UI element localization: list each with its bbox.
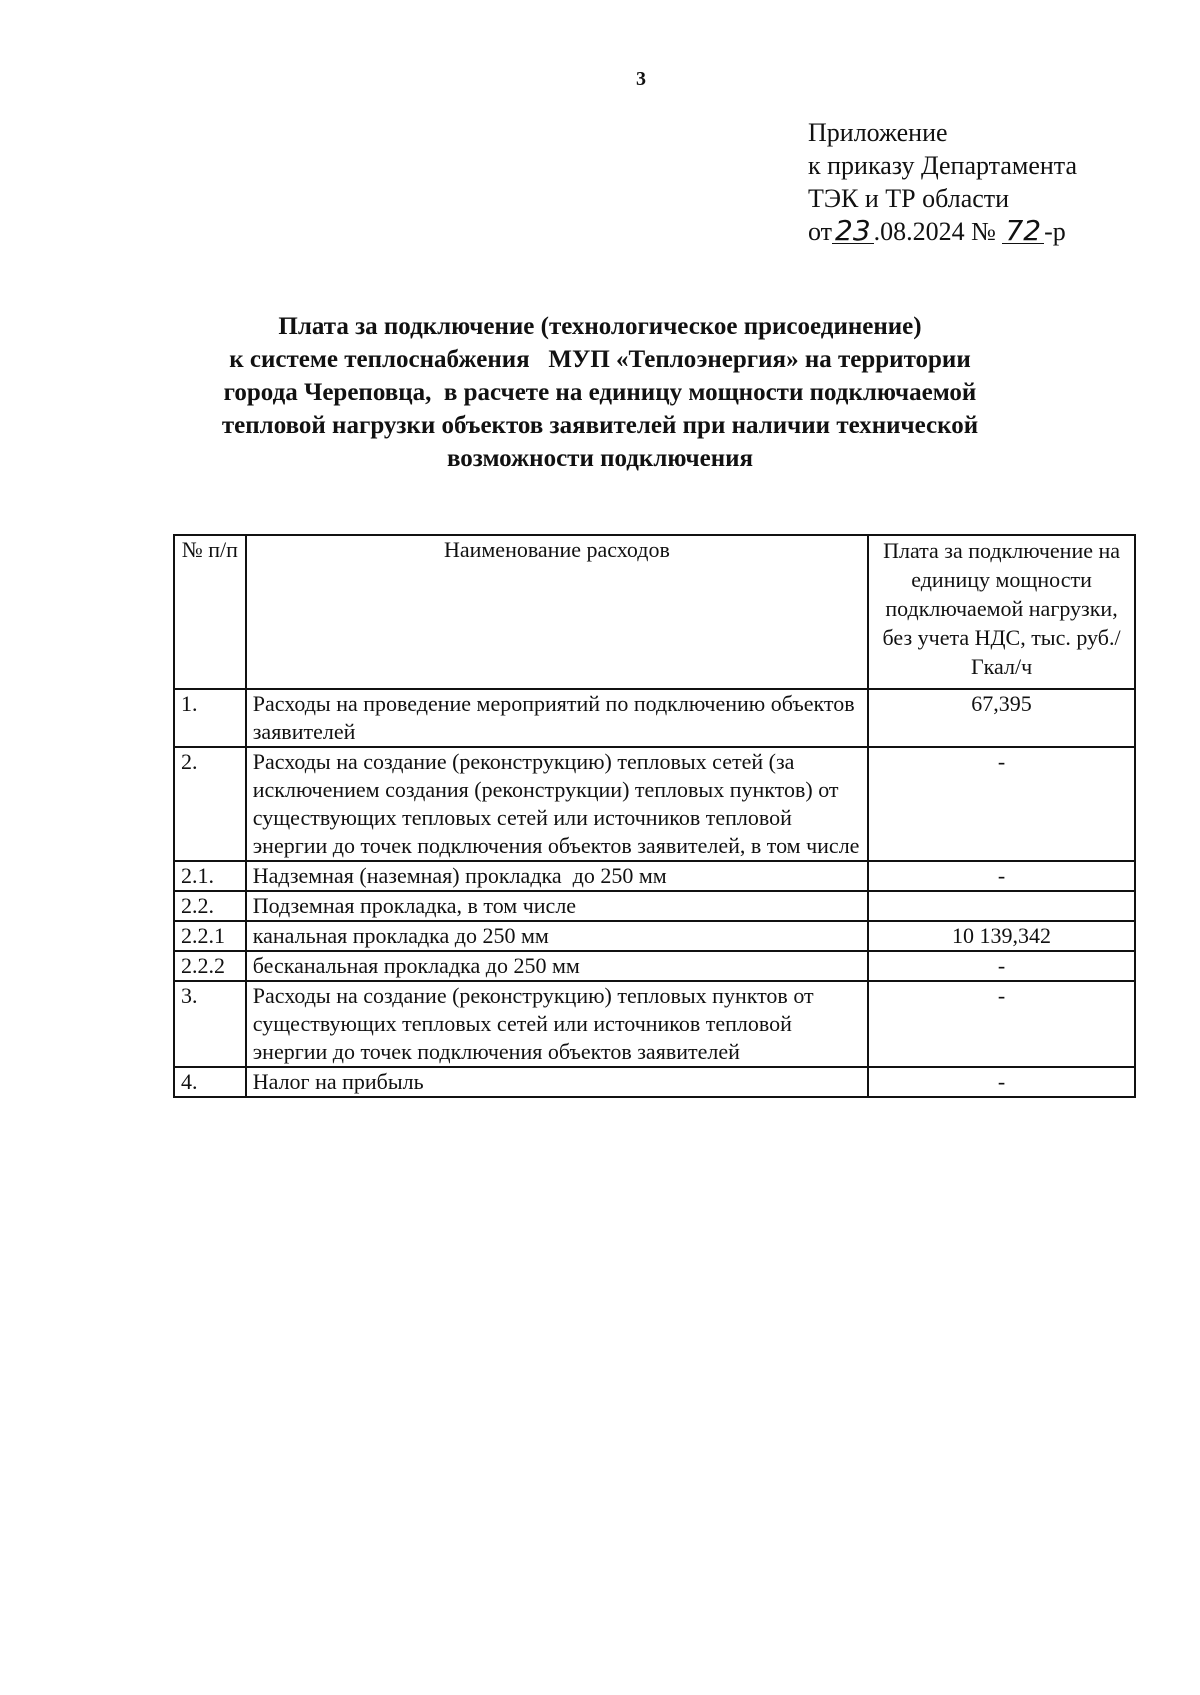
row-num: 1. xyxy=(174,689,246,747)
row-name: Расходы на проведение мероприятий по подключению объектов заявителей xyxy=(246,689,868,747)
row-value: 10 139,342 xyxy=(868,921,1135,951)
row-value: - xyxy=(868,1067,1135,1097)
appendix-line-2: к приказу Департамента xyxy=(808,151,1078,180)
table-row xyxy=(174,951,1135,981)
page-number: 3 xyxy=(636,68,646,90)
appendix-line-1: Приложение xyxy=(808,118,948,147)
appendix-line-3: ТЭК и ТР области xyxy=(808,184,1010,213)
handwritten-day: 23 xyxy=(832,219,874,244)
table-row xyxy=(174,689,1135,747)
row-name: Расходы на создание (реконструкцию) тепловых пунктов от существующих тепловых сетей или источников тепловой энергии до точек подключения объектов заявителей xyxy=(246,981,868,1067)
table-row xyxy=(174,861,1135,891)
table-header-row xyxy=(174,535,1135,689)
order-suffix: -р xyxy=(1044,217,1066,246)
row-name: Надземная (наземная) прокладка до 250 мм xyxy=(246,861,868,891)
costs-table xyxy=(173,534,1136,1098)
header-num: № п/п xyxy=(174,535,246,689)
row-value: - xyxy=(868,861,1135,891)
table-row xyxy=(174,921,1135,951)
row-value: - xyxy=(868,747,1135,861)
row-value xyxy=(868,891,1135,921)
row-name: Расходы на создание (реконструкцию) тепловых сетей (за исключением создания (реконструкции) тепловых пунктов) от существующих тепловых сетей или источников тепловой энергии до точек подключения объектов заявителей, в том числе xyxy=(246,747,868,861)
row-name: канальная прокладка до 250 мм xyxy=(246,921,868,951)
row-name: Налог на прибыль xyxy=(246,1067,868,1097)
row-value: 67,395 xyxy=(868,689,1135,747)
header-name: Наименование расходов xyxy=(246,535,868,689)
handwritten-order-number: 72 xyxy=(1002,219,1044,244)
title-line-2: к системе теплоснабжения МУП «Теплоэнергия» на территории xyxy=(229,346,971,373)
table-row xyxy=(174,1067,1135,1097)
row-num: 4. xyxy=(174,1067,246,1097)
row-value: - xyxy=(868,981,1135,1067)
appendix-block xyxy=(808,116,1077,248)
date-rest: .08.2024 № xyxy=(873,217,996,246)
table-row xyxy=(174,747,1135,861)
date-prefix: от xyxy=(808,217,833,246)
document-title xyxy=(150,310,1050,475)
row-name: бесканальная прокладка до 250 мм xyxy=(246,951,868,981)
row-num: 2.1. xyxy=(174,861,246,891)
title-line-3: города Череповца, в расчете на единицу мощности подключаемой xyxy=(223,379,977,406)
row-num: 2.2.1 xyxy=(174,921,246,951)
title-line-5: возможности подключения xyxy=(446,445,754,472)
row-num: 2.2.2 xyxy=(174,951,246,981)
row-num: 2. xyxy=(174,747,246,861)
header-value: Плата за подключение на единицу мощности подключаемой нагрузки, без учета НДС, тыс. руб./Гкал/ч xyxy=(868,535,1135,689)
table-row xyxy=(174,891,1135,921)
row-value: - xyxy=(868,951,1135,981)
title-line-1: Плата за подключение (технологическое присоединение) xyxy=(278,313,922,340)
row-num: 2.2. xyxy=(174,891,246,921)
row-num: 3. xyxy=(174,981,246,1067)
table-row xyxy=(174,981,1135,1067)
title-line-4: тепловой нагрузки объектов заявителей при наличии технической xyxy=(221,412,979,439)
appendix-date-line xyxy=(808,215,1077,248)
row-name: Подземная прокладка, в том числе xyxy=(246,891,868,921)
